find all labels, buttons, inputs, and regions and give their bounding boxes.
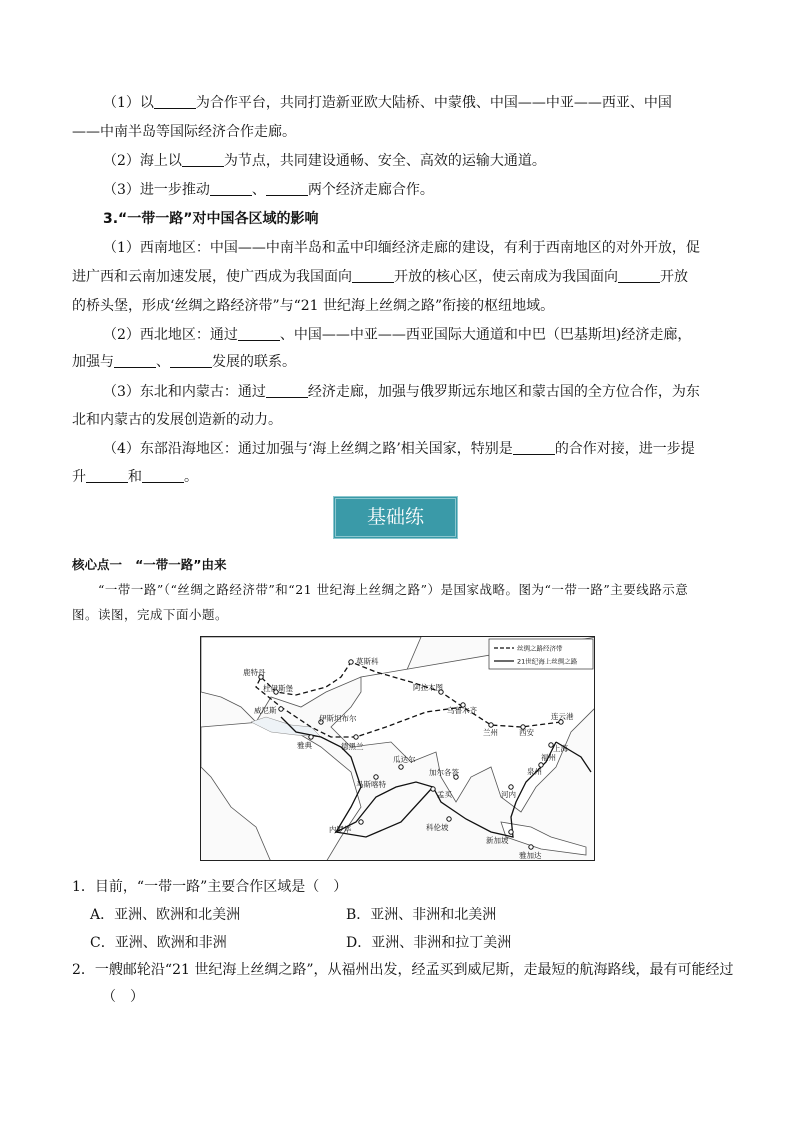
fill-blank[interactable] (114, 353, 156, 368)
text: 开放的核心区，使云南成为我国面向 (394, 269, 618, 285)
text: 、中国——中亚——西亚国际大通道和中巴（巴基斯坦)经济走廊， (279, 327, 692, 343)
fill-blank[interactable] (154, 94, 196, 109)
text: ——中南半岛等国际经济合作走廊。 (72, 124, 296, 140)
label-colombo: 科伦坡 (426, 823, 449, 832)
label-singapore: 新加坡 (486, 836, 509, 845)
text: 为合作平台，共同打造新亚欧大陆桥、中蒙俄、中国——中亚——西亚、中国 (195, 95, 672, 111)
fill-blank[interactable] (618, 268, 660, 283)
core-title: “一带一路”由来 (135, 557, 227, 572)
q1-option-c[interactable]: C．亚洲、欧洲和非洲 (90, 935, 227, 951)
label-fuzhou: 福州 (541, 753, 556, 762)
label-moscow: 莫斯科 (356, 657, 379, 666)
s3-p4-line1 (103, 439, 763, 459)
indonesia-landmass (501, 822, 586, 855)
s3-p1-line2 (72, 267, 732, 287)
text: 。 (184, 469, 198, 485)
fill-blank[interactable] (513, 440, 555, 455)
core-label: 核心点一 (72, 557, 123, 572)
label-gwadar: 瓜达尔 (393, 755, 416, 764)
text: 为节点，共同建设通畅、安全、高效的运输大通道。 (223, 153, 546, 169)
label-tehran: 德黑兰 (341, 742, 364, 751)
label-shanghai: 上海 (553, 744, 568, 753)
map-svg (201, 637, 595, 861)
belt-road-map (200, 636, 595, 861)
intro-line2: 图。读图，完成下面小题。 (72, 607, 229, 622)
text: 经济走廊，加强与俄罗斯远东地区和蒙古国的全方位合作，为东 (307, 384, 700, 400)
label-nairobi: 内罗毕 (329, 825, 352, 834)
fill-blank[interactable] (182, 152, 224, 167)
label-istanbul: 伊斯坦布尔 (319, 714, 357, 723)
q2-paren: （ ） (102, 989, 144, 1005)
text: 的桥头堡，形成‘丝绸之路经济带”与“21 世纪海上丝绸之路”衔接的枢纽地域。 (72, 298, 555, 314)
label-urumqi: 乌鲁木齐 (447, 706, 477, 715)
label-kolkata: 加尔各答 (429, 768, 459, 777)
fill-blank[interactable] (170, 353, 212, 368)
text: 开放 (660, 269, 688, 285)
label-athens: 雅典 (297, 741, 312, 750)
q1-option-b[interactable]: B．亚洲、非洲和北美洲 (346, 907, 497, 923)
label-venice: 威尼斯 (254, 706, 277, 715)
text: （2）海上以 (103, 153, 182, 169)
s3-p4-line2 (72, 467, 732, 487)
text: 和 (128, 469, 142, 485)
fill-blank[interactable] (210, 181, 252, 196)
label-almaty: 阿拉木图 (413, 683, 443, 692)
text: 进广西和云南加速发展，使广西成为我国面向 (72, 269, 352, 285)
fill-blank[interactable] (142, 468, 184, 483)
q1-option-a[interactable]: A．亚洲、欧洲和北美洲 (90, 907, 241, 923)
s3-p3-line2 (72, 410, 732, 430)
text: 、 (251, 182, 266, 198)
text: （3）东北和内蒙古：通过 (103, 384, 266, 400)
text: 、 (156, 354, 170, 370)
text: 两个经济走廊合作。 (307, 182, 434, 198)
label-quanzhou: 泉州 (527, 767, 542, 776)
text: 北和内蒙古的发展创造新的动力。 (72, 412, 282, 428)
text: （2）西北地区：通过 (103, 327, 238, 343)
label-duisburg: 杜伊斯堡 (263, 684, 293, 693)
label-lanzhou: 兰州 (483, 728, 498, 737)
s3-p1-line1 (103, 238, 763, 258)
text: 发展的联系。 (212, 354, 296, 370)
text: 的合作对接，进一步提 (554, 441, 695, 457)
fill-blank[interactable] (266, 383, 308, 398)
legend-land-label: 丝绸之路经济带 (517, 644, 563, 653)
text: （1）西南地区：中国——中南半岛和孟中印缅经济走廊的建设，有利于西南地区的对外开放，促 (103, 240, 700, 256)
basic-practice-banner: 基础练 (333, 496, 458, 539)
legend-sea-label: 21世纪海上丝绸之路 (517, 657, 578, 666)
label-muscat: 马斯喀特 (356, 780, 386, 789)
q1-option-d[interactable]: D．亚洲、非洲和拉丁美洲 (346, 935, 512, 951)
text: （3）进一步推动 (103, 182, 210, 198)
label-jakarta: 雅加达 (519, 851, 542, 860)
s3-p1-line3 (72, 296, 732, 316)
s3-p2-line1 (103, 325, 763, 345)
label-xian: 西安 (519, 728, 534, 737)
section3-heading: 3.“一带一路”对中国各区域的影响 (103, 211, 319, 227)
text: 升 (72, 469, 86, 485)
fill-blank[interactable] (238, 326, 280, 341)
africa-landmass (201, 722, 361, 861)
text: 加强与 (72, 354, 114, 370)
label-rotterdam: 鹿特丹 (243, 668, 266, 677)
fill-blank[interactable] (352, 268, 394, 283)
intro-line1: “一带一路”（“丝绸之路经济带”和“21 世纪海上丝绸之路”）是国家战略。图为“一带一路”主要线路示意 (98, 582, 689, 597)
q2-stem: 2．一艘邮轮沿“21 世纪海上丝绸之路”，从福州出发，经孟买到威尼斯，走最短的航海路线，最有可能经过 (72, 962, 734, 978)
s2-item2 (103, 151, 763, 171)
s3-p2-line2 (72, 352, 732, 372)
s3-p3-line1 (103, 382, 763, 402)
text: （1）以 (103, 95, 154, 111)
fill-blank[interactable] (86, 468, 128, 483)
s2-item1-line1 (103, 93, 763, 113)
s2-item1-line2 (72, 122, 732, 142)
q1-stem: 1．目前，“一带一路”主要合作区域是（ ） (72, 879, 348, 895)
fill-blank[interactable] (266, 181, 308, 196)
label-mumbai: 孟买 (437, 790, 452, 799)
label-hanoi: 河内 (501, 790, 516, 799)
s2-item3 (103, 180, 763, 200)
text: （4）东部沿海地区：通过加强与‘海上丝绸之路’相关国家，特别是 (103, 441, 513, 457)
core-point-heading (72, 555, 732, 575)
label-lianyungang: 连云港 (551, 712, 574, 721)
